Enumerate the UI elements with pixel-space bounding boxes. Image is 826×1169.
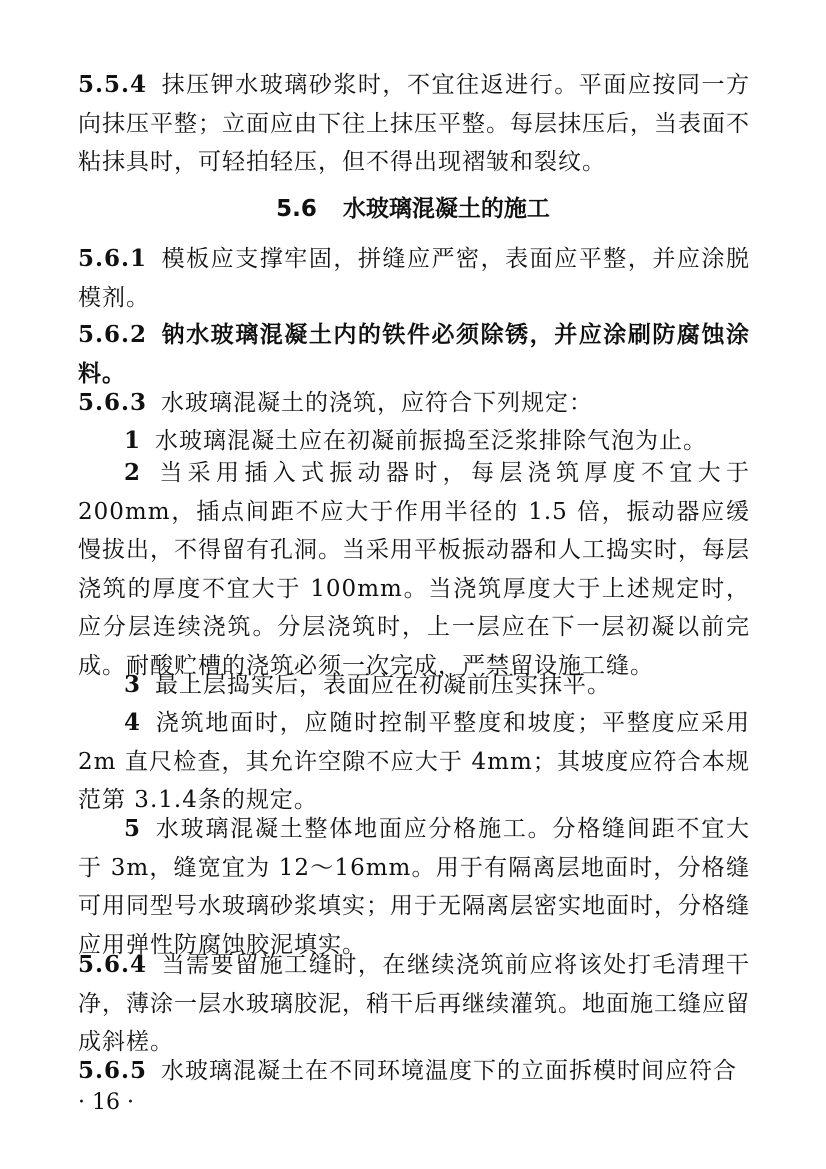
- list-item-5: [78, 810, 750, 964]
- list-item-4: [78, 704, 750, 820]
- clause-text: 抹压钾水玻璃砂浆时，不宜往返进行。平面应按同一方向抹压平整；立面应由下往上抹压平整。每层抹压后，当表面不粘抹具时，可轻拍轻压，但不得出现褶皱和裂纹。: [78, 72, 750, 176]
- clause-text: 模板应支撑牢固，拼缝应严密，表面应平整，并应涂脱模剂。: [78, 246, 750, 311]
- item-text: 最上层捣实后，表面应在初凝前压实抹平。: [155, 672, 612, 698]
- item-text: 水玻璃混凝土整体地面应分格施工。分格缝间距不宜大于 3m，缝宽宜为 12～16mm。用于有隔离层地面时，分格缝可用同型号水玻璃砂浆填实；用于无隔离层密实地面时，分格缝应用弹性防腐蚀胶泥填实。: [78, 816, 750, 958]
- clause-number: 5.6.5: [78, 1057, 148, 1084]
- item-number: 2: [124, 459, 142, 486]
- section-number: 5.6: [276, 196, 317, 222]
- clause-number: 5.6.1: [78, 245, 148, 272]
- page-number: · 16 ·: [78, 1090, 134, 1115]
- clause-5-6-4: [78, 946, 750, 1062]
- clause-text: 水玻璃混凝土在不同环境温度下的立面拆模时间应符合: [161, 1058, 738, 1084]
- item-text: 浇筑地面时，应随时控制平整度和坡度；平整度应采用 2m 直尺检查，其允许空隙不应大于 4mm；其坡度应符合本规范第 3.1.4条的规定。: [78, 710, 750, 814]
- clause-text: 钠水玻璃混凝土内的铁件必须除锈，并应涂刷防腐蚀涂料。: [78, 321, 750, 387]
- item-text: 当采用插入式振动器时，每层浇筑厚度不宜大于 200mm，插点间距不应大于作用半径的 1.5 倍，振动器应缓慢拔出，不得留有孔洞。当采用平板振动器和人工捣实时，每层浇筑的厚度不宜大于 100mm。当浇筑厚度大于上述规定时，应分层连续浇筑。分层浇筑时，上一层应在下一层初凝以前完成。耐酸贮槽的浇筑必须一次完成，严禁留设施工缝。: [78, 460, 750, 679]
- clause-number: 5.6.3: [78, 389, 148, 416]
- clause-text: 当需要留施工缝时，在继续浇筑前应将该处打毛清理干净，薄涂一层水玻璃胶泥，稍干后再继续灌筑。地面施工缝应留成斜槎。: [78, 952, 750, 1056]
- list-item-3: [78, 666, 750, 705]
- clause-5-6-2: [78, 316, 750, 393]
- clause-text: 水玻璃混凝土的浇筑，应符合下列规定：: [161, 390, 594, 416]
- section-title: 水玻璃混凝土的施工: [342, 196, 550, 222]
- item-text: 水玻璃混凝土应在初凝前振捣至泛浆排除气泡为止。: [155, 428, 708, 454]
- item-number: 4: [124, 709, 142, 736]
- clause-number: 5.5.4: [78, 71, 148, 98]
- clause-5-5-4: [78, 66, 750, 182]
- clause-5-6-3: [78, 384, 750, 423]
- clause-number: 5.6.4: [78, 951, 148, 978]
- clause-number: 5.6.2: [78, 321, 148, 348]
- item-number: 5: [124, 815, 142, 842]
- section-heading: [0, 190, 826, 228]
- clause-5-6-1: [78, 240, 750, 317]
- item-number: 3: [124, 671, 142, 698]
- list-item-2: [78, 454, 750, 686]
- item-number: 1: [124, 427, 142, 454]
- clause-5-6-5: [78, 1052, 750, 1091]
